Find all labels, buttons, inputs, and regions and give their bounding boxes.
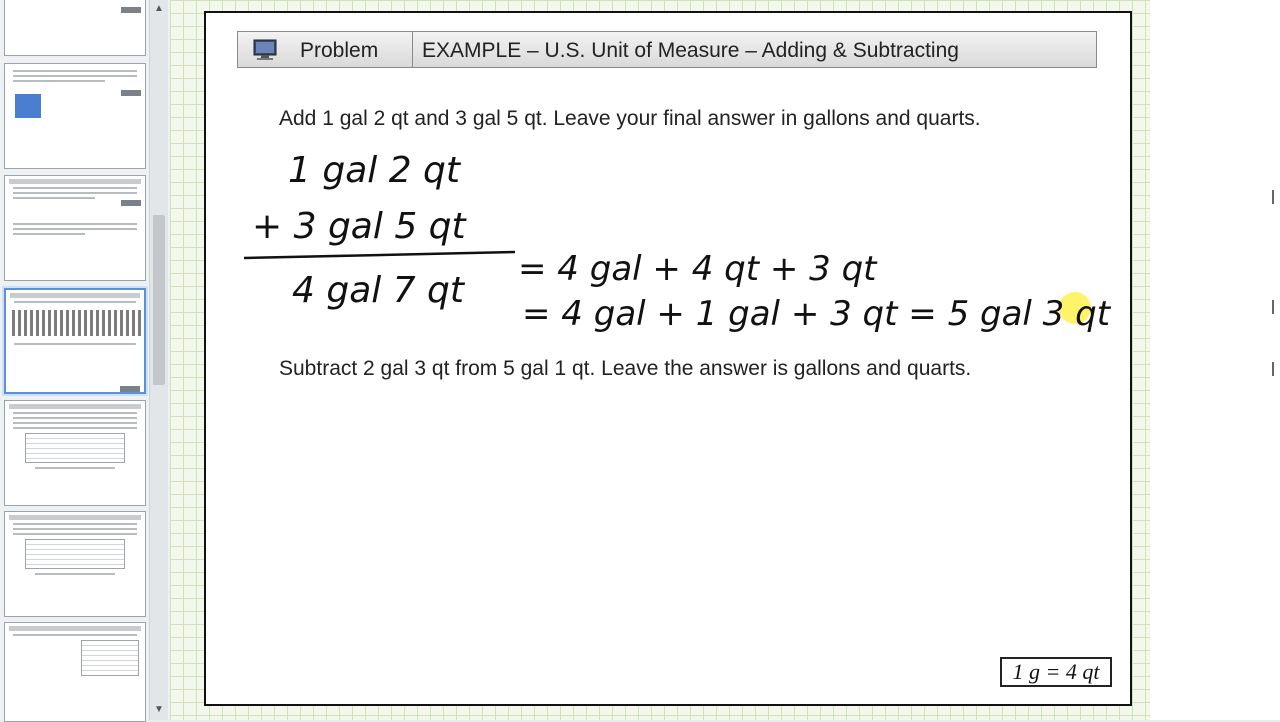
work-equation-1: = 4 gal + 4 qt + 3 qt	[518, 249, 877, 289]
sum-line	[244, 252, 515, 258]
problem-2-text: Subtract 2 gal 3 qt from 5 gal 1 qt. Leave the answer is gallons and quarts.	[279, 357, 972, 380]
scroll-down-arrow-icon[interactable]: ▼	[154, 704, 164, 715]
work-row-1: 1 gal 2 qt	[288, 150, 461, 191]
work-equation-2: = 4 gal + 1 gal + 3 qt = 5 gal 3 qt	[522, 294, 1111, 334]
section-label: Problem	[300, 39, 379, 62]
work-row-2: + 3 gal 5 qt	[252, 206, 466, 247]
work-row-3: 4 gal 7 qt	[292, 270, 465, 311]
scroll-up-arrow-icon[interactable]: ▲	[154, 3, 164, 14]
page-title: EXAMPLE – U.S. Unit of Measure – Adding & Subtracting	[422, 39, 959, 62]
conversion-formula-box: 1 g = 4 qt	[1000, 657, 1112, 687]
problem-1-text: Add 1 gal 2 qt and 3 gal 5 qt. Leave your final answer in gallons and quarts.	[279, 107, 981, 130]
